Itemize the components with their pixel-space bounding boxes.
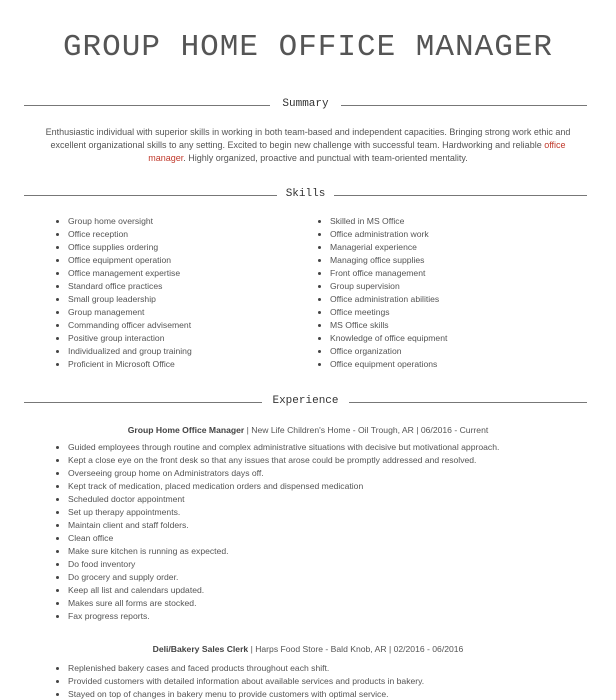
job-bullet: Replenished bakery cases and faced products throughout each shift. — [54, 662, 424, 675]
experience-section-header — [24, 395, 587, 409]
job-bullet: Guided employees through routine and complex administrative situations with decisive but motivational approach. — [54, 441, 499, 454]
skill-item: Office administration work — [316, 228, 447, 241]
divider-line — [334, 195, 587, 196]
skill-item: Skilled in MS Office — [316, 215, 447, 228]
summary-section-header — [24, 98, 587, 112]
skill-item: Office supplies ordering — [54, 241, 192, 254]
job-bullet: Keep all list and calendars updated. — [54, 584, 499, 597]
job-bullet: Maintain client and staff folders. — [54, 519, 499, 532]
job-bullet: Do grocery and supply order. — [54, 571, 499, 584]
job-role: Group Home Office Manager — [127, 425, 245, 435]
skill-item: Office equipment operations — [316, 358, 447, 371]
experience-heading: Experience — [272, 395, 339, 407]
summary-text — [40, 126, 576, 165]
skill-item: Office management expertise — [54, 267, 192, 280]
job-bullet: Fax progress reports. — [54, 610, 499, 623]
divider-line — [349, 402, 587, 403]
job-details: | New Life Children's Home - Oil Trough, AR | 06/2016 - Current — [244, 425, 489, 435]
job-bullet: Provided customers with detailed information about available services and products in bakery. — [54, 675, 424, 688]
skill-item: Front office management — [316, 267, 447, 280]
job-bullets — [54, 662, 424, 700]
office-manager-link[interactable]: office manager — [148, 140, 566, 163]
skill-item: Managerial experience — [316, 241, 447, 254]
skill-item: MS Office skills — [316, 319, 447, 332]
divider-line — [341, 105, 587, 106]
job-bullet: Stayed on top of changes in bakery menu to provide customers with optimal service. — [54, 688, 424, 700]
skill-item: Group management — [54, 306, 192, 319]
skill-item: Small group leadership — [54, 293, 192, 306]
skills-list-left — [54, 215, 192, 371]
skills-section-header — [24, 188, 587, 202]
job-details: | Harps Food Store - Bald Knob, AR | 02/2016 - 06/2016 — [248, 644, 464, 654]
skill-item: Standard office practices — [54, 280, 192, 293]
skill-item: Group home oversight — [54, 215, 192, 228]
summary-heading: Summary — [282, 98, 329, 110]
skill-item: Office organization — [316, 345, 447, 358]
job-bullet: Make sure kitchen is running as expected. — [54, 545, 499, 558]
job-bullet: Do food inventory — [54, 558, 499, 571]
skills-list-right — [316, 215, 447, 371]
skill-item: Office administration abilities — [316, 293, 447, 306]
summary-text-part1: Enthusiastic individual with superior skills in working in both team-based and independent capacities. Bringing strong work ethic and excellent organizational skills to any setting. Excited to begin new challenge with successful team. Hardworking and reliable — [45, 127, 571, 150]
job-header — [0, 644, 616, 654]
job-bullets — [54, 441, 499, 623]
skill-item: Individualized and group training — [54, 345, 192, 358]
job-bullet: Kept a close eye on the front desk so that any issues that arose could be promptly addressed and resolved. — [54, 454, 499, 467]
skills-heading: Skills — [285, 188, 326, 200]
job-bullet: Kept track of medication, placed medication orders and dispensed medication — [54, 480, 499, 493]
skill-item: Commanding officer advisement — [54, 319, 192, 332]
skill-item: Office reception — [54, 228, 192, 241]
skill-item: Managing office supplies — [316, 254, 447, 267]
job-bullet: Clean office — [54, 532, 499, 545]
job-role: Deli/Bakery Sales Clerk — [152, 644, 249, 654]
job-bullet: Makes sure all forms are stocked. — [54, 597, 499, 610]
resume-title: GROUP HOME OFFICE MANAGER — [62, 30, 554, 65]
summary-text-part2: . Highly organized, proactive and punctual with team-oriented mentality. — [183, 153, 468, 163]
skill-item: Office equipment operation — [54, 254, 192, 267]
job-bullet: Scheduled doctor appointment — [54, 493, 499, 506]
skill-item: Office meetings — [316, 306, 447, 319]
job-header — [0, 425, 616, 435]
job-bullet: Set up therapy appointments. — [54, 506, 499, 519]
job-bullet: Overseeing group home on Administrators days off. — [54, 467, 499, 480]
skill-item: Knowledge of office equipment — [316, 332, 447, 345]
skill-item: Group supervision — [316, 280, 447, 293]
skill-item: Positive group interaction — [54, 332, 192, 345]
skill-item: Proficient in Microsoft Office — [54, 358, 192, 371]
